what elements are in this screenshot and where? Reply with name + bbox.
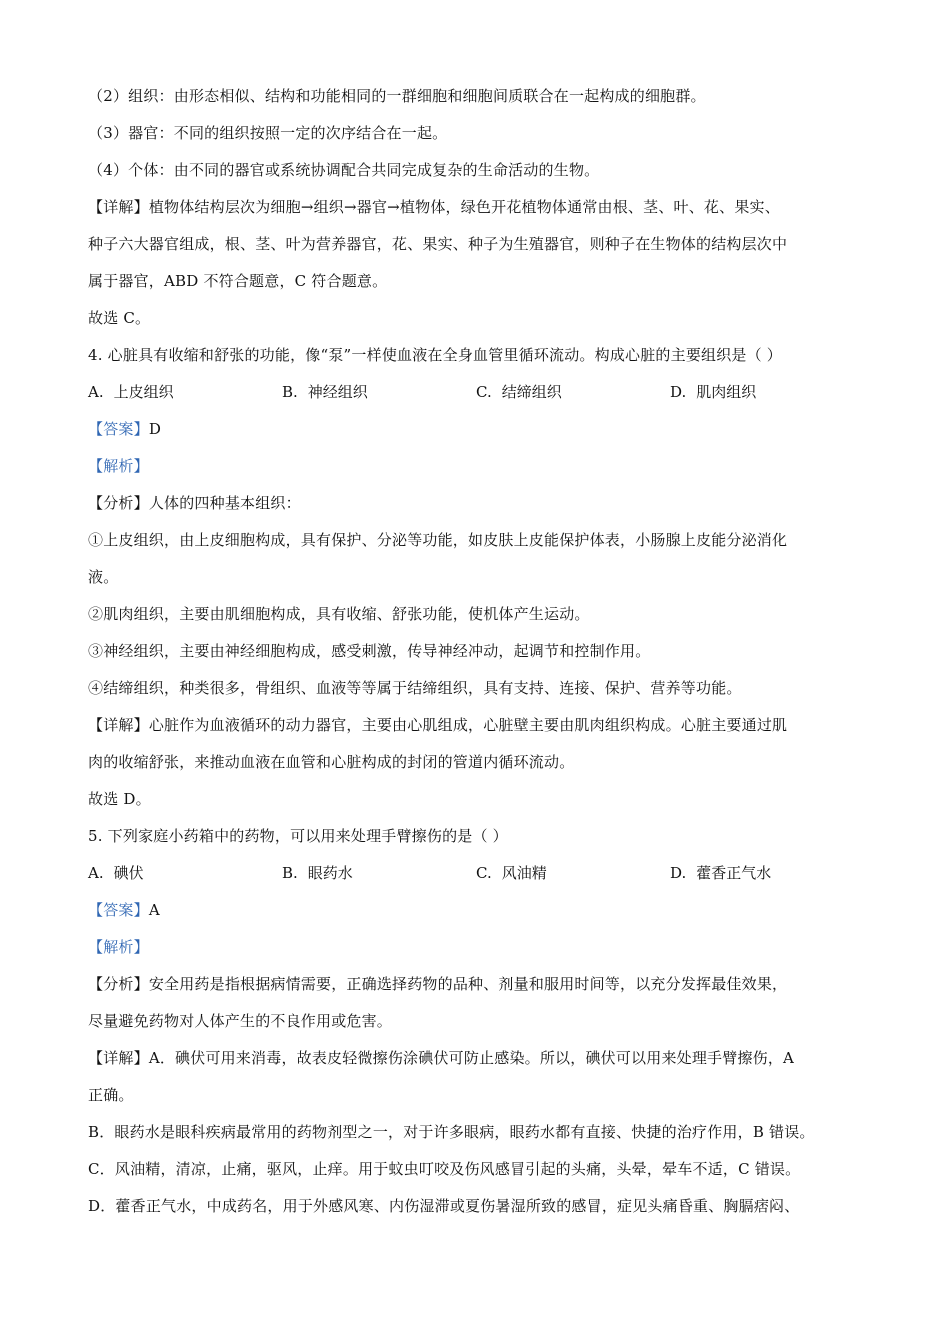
text-line: 属于器官，ABD 不符合题意，C 符合题意。 [88, 272, 388, 290]
option-c: C. 结缔组织 [476, 383, 562, 401]
q4-detail-line: 【详解】心脏作为血液循环的动力器官，主要由心肌组成，心脏壁主要由肌肉组织构成。心脏主要通过肌 [88, 716, 788, 734]
analysis-tag: 【解析】 [88, 938, 149, 956]
text-line: 肉的收缩舒张，来推动血液在血管和心脏构成的封闭的管道内循环流动。 [88, 753, 575, 771]
option-c: C. 风油精 [476, 864, 547, 882]
option-d: D. 藿香正气水 [670, 864, 772, 882]
detail-tag: 【详解】 [88, 1049, 149, 1067]
detail-text: 植物体结构层次为细胞→组织→器官→植物体，绿色开花植物体通常由根、茎、叶、花、果实、 [148, 198, 780, 216]
text-line: （3）器官：不同的组织按照一定的次序结合在一起。 [88, 124, 448, 142]
option-b: B. 神经组织 [282, 383, 368, 401]
question-options [88, 855, 878, 892]
text-line: （4）个体：由不同的器官或系统协调配合共同完成复杂的生命活动的生物。 [88, 161, 600, 179]
question-options [88, 374, 878, 411]
choose-line: 故选 D。 [88, 790, 151, 808]
text-line: B．眼药水是眼科疾病最常用的药物剂型之一，对于许多眼病，眼药水都有直接、快捷的治疗作用，B 错误。 [88, 1123, 815, 1141]
option-d: D. 肌肉组织 [670, 383, 757, 401]
detail-tag: 【详解】 [88, 198, 149, 216]
answer-tag: 【答案】 [88, 420, 149, 438]
q3-detail-line [88, 189, 878, 226]
text-line: 尽量避免药物对人体产生的不良作用或危害。 [88, 1012, 393, 1030]
detail-tag: 【详解】 [88, 716, 149, 734]
text-line: C．风油精，清凉，止痛，驱风，止痒。用于蚊虫叮咬及伤风感冒引起的头痛，头晕，晕车不适，C 错误。 [88, 1160, 801, 1178]
option-b: B. 眼药水 [282, 864, 353, 882]
q5-detail-line: 【详解】A．碘伏可用来消毒，故表皮轻微擦伤涂碘伏可防止感染。所以，碘伏可以用来处理手臂擦伤，A [88, 1049, 795, 1067]
option-a: A. 碘伏 [88, 864, 144, 882]
analysis-line [88, 448, 878, 485]
answer-line [88, 411, 878, 448]
text-line: 正确。 [88, 1086, 134, 1104]
text-line: 液。 [88, 568, 119, 586]
text-line: ①上皮组织，由上皮细胞构成，具有保护、分泌等功能，如皮肤上皮能保护体表，小肠腺上皮能分泌消化 [88, 531, 788, 549]
fenxi-line: 【分析】安全用药是指根据病情需要，正确选择药物的品种、剂量和服用时间等，以充分发挥最佳效果， [88, 975, 788, 993]
text-line: （2）组织：由形态相似、结构和功能相同的一群细胞和细胞间质联合在一起构成的细胞群。 [88, 87, 706, 105]
choose-line: 故选 C。 [88, 309, 151, 327]
answer-tag: 【答案】 [88, 901, 149, 919]
text-line: D．藿香正气水，中成药名，用于外感风寒、内伤湿滞或夏伤暑湿所致的感冒，症见头痛昏重、胸膈痞闷、 [88, 1197, 800, 1215]
text-line: ②肌肉组织，主要由肌细胞构成，具有收缩、舒张功能，使机体产生运动。 [88, 605, 590, 623]
document-page [88, 78, 878, 1225]
analysis-tag: 【解析】 [88, 457, 149, 475]
fenxi-line: 【分析】人体的四种基本组织： [88, 494, 301, 512]
fenxi-tag: 【分析】 [88, 975, 149, 993]
option-a: A. 上皮组织 [88, 383, 174, 401]
text-line: 种子六大器官组成，根、茎、叶为营养器官，花、果实、种子为生殖器官，则种子在生物体的结构层次中 [88, 235, 788, 253]
answer-line [88, 892, 878, 929]
answer-value: D [148, 420, 162, 438]
fenxi-tag: 【分析】 [88, 494, 149, 512]
text-line: ④结缔组织，种类很多，骨组织、血液等等属于结缔组织，具有支持、连接、保护、营养等功能。 [88, 679, 742, 697]
text-line: ③神经组织，主要由神经细胞构成，感受刺激，传导神经冲动，起调节和控制作用。 [88, 642, 651, 660]
question-stem: 4. 心脏具有收缩和舒张的功能，像“泵”一样使血液在全身血管里循环流动。构成心脏的主要组织是（ ） [88, 346, 782, 364]
question-stem: 5. 下列家庭小药箱中的药物，可以用来处理手臂擦伤的是（ ） [88, 827, 508, 845]
analysis-line [88, 929, 878, 966]
answer-value: A [148, 901, 160, 919]
